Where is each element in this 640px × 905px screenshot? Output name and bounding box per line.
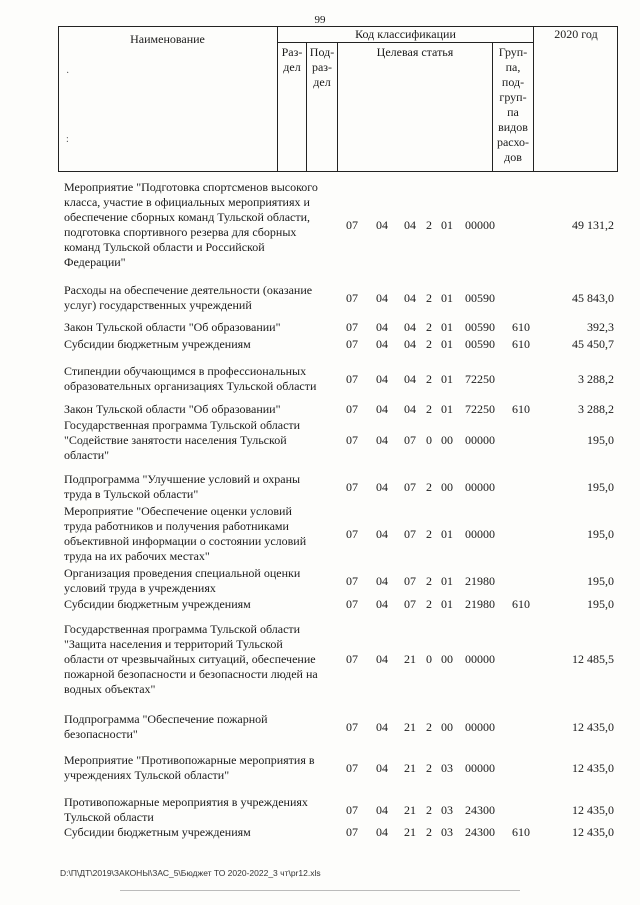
row-name-line: Организация проведения специальной оценки xyxy=(64,566,301,580)
row-name xyxy=(64,364,340,394)
code-target-2: 2 xyxy=(426,291,432,305)
row-name-line: Закон Тульской области "Об образовании" xyxy=(64,402,281,416)
code-target-1: 04 xyxy=(404,337,416,351)
code-target-3: 01 xyxy=(441,320,453,334)
row-name xyxy=(64,795,340,825)
row-name-line: подготовка спортивного резерва для сборных xyxy=(64,225,297,239)
row-amount: 195,0 xyxy=(587,433,614,447)
code-target-3: 01 xyxy=(441,291,453,305)
row-name-line: "Защита населения и территорий Тульской xyxy=(64,637,283,651)
row-name-line: "Содействие занятости населения Тульской xyxy=(64,433,287,447)
code-podrazdel: 04 xyxy=(376,480,388,494)
header-name: Наименование xyxy=(130,32,205,46)
row-name-line: Стипендии обучающимся в профессиональных xyxy=(64,364,307,378)
row-name xyxy=(64,402,340,417)
row-amount: 392,3 xyxy=(587,320,614,334)
header-podrazdel: Под- раз- дел xyxy=(309,45,335,89)
row-amount: 45 843,0 xyxy=(572,291,614,305)
code-target-4: 00590 xyxy=(465,320,495,334)
code-target-4: 72250 xyxy=(465,402,495,416)
page-bottom-line xyxy=(120,890,520,891)
code-target-3: 01 xyxy=(441,597,453,611)
code-target-1: 04 xyxy=(404,402,416,416)
code-podrazdel: 04 xyxy=(376,337,388,351)
code-target-3: 01 xyxy=(441,402,453,416)
code-target-3: 00 xyxy=(441,433,453,447)
row-name-line: объективной информации о состоянии условий xyxy=(64,534,307,548)
code-group: 610 xyxy=(512,320,530,334)
row-name-line: пожарной безопасности и безопасности людей на xyxy=(64,667,318,681)
code-target-2: 2 xyxy=(426,480,432,494)
code-target-2: 2 xyxy=(426,825,432,839)
header-group: Груп- па, под- груп- па видов расхо- дов xyxy=(496,45,530,164)
row-amount: 45 450,7 xyxy=(572,337,614,351)
code-target-3: 00 xyxy=(441,720,453,734)
code-razdel: 07 xyxy=(346,761,358,775)
row-name-line: труда в Тульской области" xyxy=(64,487,199,501)
code-target-3: 01 xyxy=(441,527,453,541)
code-group: 610 xyxy=(512,402,530,416)
row-name-line: учреждениях Тульской области" xyxy=(64,768,230,782)
code-razdel: 07 xyxy=(346,372,358,386)
table-row xyxy=(0,597,640,612)
code-podrazdel: 04 xyxy=(376,291,388,305)
code-target-3: 00 xyxy=(441,652,453,666)
row-amount: 12 435,0 xyxy=(572,720,614,734)
row-amount: 49 131,2 xyxy=(572,218,614,232)
code-target-2: 2 xyxy=(426,720,432,734)
row-name xyxy=(64,283,340,313)
code-target-3: 03 xyxy=(441,803,453,817)
row-name xyxy=(64,712,340,742)
code-razdel: 07 xyxy=(346,402,358,416)
code-target-1: 07 xyxy=(404,480,416,494)
code-razdel: 07 xyxy=(346,652,358,666)
code-podrazdel: 04 xyxy=(376,320,388,334)
code-target-4: 00000 xyxy=(465,527,495,541)
code-target-2: 0 xyxy=(426,652,432,666)
code-target-4: 00000 xyxy=(465,433,495,447)
row-name-line: Государственная программа Тульской области xyxy=(64,418,301,432)
scan-speck: : xyxy=(66,134,69,145)
code-target-3: 03 xyxy=(441,825,453,839)
table-row xyxy=(0,402,640,417)
row-amount: 3 288,2 xyxy=(578,402,614,416)
row-name xyxy=(64,597,340,612)
code-group: 610 xyxy=(512,597,530,611)
code-target-2: 2 xyxy=(426,597,432,611)
code-target-3: 01 xyxy=(441,574,453,588)
table-row xyxy=(0,320,640,335)
code-podrazdel: 04 xyxy=(376,402,388,416)
code-target-1: 21 xyxy=(404,652,416,666)
row-name-line: Субсидии бюджетным учреждениям xyxy=(64,597,251,611)
row-name-line: Тульской области xyxy=(64,810,154,824)
code-podrazdel: 04 xyxy=(376,527,388,541)
row-name-line: Подпрограмма "Обеспечение пожарной xyxy=(64,712,268,726)
code-podrazdel: 04 xyxy=(376,433,388,447)
code-target-2: 2 xyxy=(426,761,432,775)
code-razdel: 07 xyxy=(346,803,358,817)
code-target-1: 04 xyxy=(404,320,416,334)
row-name-line: Субсидии бюджетным учреждениям xyxy=(64,825,251,839)
code-razdel: 07 xyxy=(346,218,358,232)
row-amount: 12 435,0 xyxy=(572,825,614,839)
code-target-2: 2 xyxy=(426,574,432,588)
row-name-line: Закон Тульской области "Об образовании" xyxy=(64,320,281,334)
table-row xyxy=(0,364,640,394)
code-razdel: 07 xyxy=(346,825,358,839)
row-name xyxy=(64,472,340,502)
code-group: 610 xyxy=(512,825,530,839)
header-razdel: Раз- дел xyxy=(281,45,303,74)
code-target-3: 01 xyxy=(441,218,453,232)
row-name-line: Субсидии бюджетным учреждениям xyxy=(64,337,251,351)
code-podrazdel: 04 xyxy=(376,761,388,775)
row-name-line: Федерации" xyxy=(64,255,126,269)
code-razdel: 07 xyxy=(346,480,358,494)
row-name-line: команд Тульской области и Российской xyxy=(64,240,265,254)
code-target-4: 00000 xyxy=(465,652,495,666)
code-target-4: 00000 xyxy=(465,761,495,775)
row-name xyxy=(64,753,340,783)
row-name-line: Противопожарные мероприятия в учреждениях xyxy=(64,795,308,809)
row-name-line: безопасности" xyxy=(64,727,138,741)
code-target-3: 03 xyxy=(441,761,453,775)
row-name-line: условий труда в учреждениях xyxy=(64,581,216,595)
row-name-line: образовательных организациях Тульской области xyxy=(64,379,317,393)
row-name xyxy=(64,337,340,352)
row-name-line: области от чрезвычайных ситуаций, обеспечение xyxy=(64,652,316,666)
table-row xyxy=(0,712,640,742)
table-row xyxy=(0,180,640,270)
code-target-4: 21980 xyxy=(465,574,495,588)
code-target-1: 07 xyxy=(404,527,416,541)
code-podrazdel: 04 xyxy=(376,652,388,666)
row-amount: 12 485,5 xyxy=(572,652,614,666)
row-amount: 195,0 xyxy=(587,574,614,588)
code-target-1: 21 xyxy=(404,803,416,817)
row-name xyxy=(64,825,340,840)
row-name xyxy=(64,320,340,335)
row-name xyxy=(64,566,340,596)
code-target-1: 04 xyxy=(404,218,416,232)
row-amount: 12 435,0 xyxy=(572,803,614,817)
code-razdel: 07 xyxy=(346,320,358,334)
row-name-line: Расходы на обеспечение деятельности (оказание xyxy=(64,283,313,297)
code-target-4: 24300 xyxy=(465,825,495,839)
code-target-2: 2 xyxy=(426,337,432,351)
row-name-line: Мероприятие "Обеспечение оценки условий xyxy=(64,504,292,518)
code-podrazdel: 04 xyxy=(376,720,388,734)
row-amount: 12 435,0 xyxy=(572,761,614,775)
row-name-line: водных объектах" xyxy=(64,682,156,696)
header-year: 2020 год xyxy=(554,27,598,41)
row-name-line: Государственная программа Тульской области xyxy=(64,622,301,636)
code-target-1: 07 xyxy=(404,574,416,588)
code-target-4: 24300 xyxy=(465,803,495,817)
row-name-line: области" xyxy=(64,448,110,462)
code-target-1: 21 xyxy=(404,720,416,734)
page-number: 99 xyxy=(314,14,326,26)
row-name-line: класса, участие в официальных мероприятиях и xyxy=(64,195,310,209)
code-target-1: 21 xyxy=(404,825,416,839)
row-name-line: труда работников и получения работниками xyxy=(64,519,289,533)
code-target-4: 00590 xyxy=(465,291,495,305)
code-target-1: 04 xyxy=(404,372,416,386)
code-target-4: 00000 xyxy=(465,218,495,232)
code-target-4: 00590 xyxy=(465,337,495,351)
code-target-1: 21 xyxy=(404,761,416,775)
table-row xyxy=(0,825,640,840)
code-razdel: 07 xyxy=(346,337,358,351)
scan-speck: · xyxy=(66,68,70,79)
code-target-2: 2 xyxy=(426,372,432,386)
row-amount: 195,0 xyxy=(587,597,614,611)
code-target-2: 2 xyxy=(426,402,432,416)
row-name-line: труда на их рабочих местах" xyxy=(64,549,210,563)
code-target-4: 21980 xyxy=(465,597,495,611)
code-podrazdel: 04 xyxy=(376,597,388,611)
row-name xyxy=(64,504,340,564)
code-razdel: 07 xyxy=(346,574,358,588)
table-row xyxy=(0,795,640,825)
header-code-group: Код классификации xyxy=(355,27,456,41)
code-podrazdel: 04 xyxy=(376,218,388,232)
row-name-line: Мероприятие "Подготовка спортсменов высокого xyxy=(64,180,318,194)
code-target-1: 07 xyxy=(404,433,416,447)
header-target: Целевая статья xyxy=(376,45,454,59)
code-target-3: 00 xyxy=(441,480,453,494)
table-row xyxy=(0,753,640,783)
code-razdel: 07 xyxy=(346,720,358,734)
code-razdel: 07 xyxy=(346,433,358,447)
row-name xyxy=(64,622,340,697)
code-target-2: 2 xyxy=(426,218,432,232)
code-razdel: 07 xyxy=(346,527,358,541)
file-path-footer: D:\П\ДТ\2019\ЗАКОНЫ\ЗАС_5\Бюджет ТО 2020-2022_3 чт\pr12.xls xyxy=(60,868,321,878)
row-name-line: Подпрограмма "Улучшение условий и охраны xyxy=(64,472,301,486)
table-row xyxy=(0,418,640,463)
code-podrazdel: 04 xyxy=(376,825,388,839)
code-podrazdel: 04 xyxy=(376,574,388,588)
row-name xyxy=(64,180,340,270)
code-podrazdel: 04 xyxy=(376,803,388,817)
row-amount: 3 288,2 xyxy=(578,372,614,386)
row-name-line: Мероприятие "Противопожарные мероприятия в xyxy=(64,753,315,767)
code-target-2: 2 xyxy=(426,527,432,541)
row-amount: 195,0 xyxy=(587,527,614,541)
code-target-2: 2 xyxy=(426,803,432,817)
code-target-2: 0 xyxy=(426,433,432,447)
table-row xyxy=(0,566,640,596)
code-target-4: 00000 xyxy=(465,720,495,734)
code-target-1: 04 xyxy=(404,291,416,305)
row-name-line: обеспечение сборных команд Тульской области, xyxy=(64,210,311,224)
table-row xyxy=(0,283,640,313)
code-target-2: 2 xyxy=(426,320,432,334)
code-target-3: 01 xyxy=(441,337,453,351)
code-target-4: 72250 xyxy=(465,372,495,386)
row-name xyxy=(64,418,340,463)
table-row xyxy=(0,472,640,502)
code-podrazdel: 04 xyxy=(376,372,388,386)
code-target-4: 00000 xyxy=(465,480,495,494)
code-razdel: 07 xyxy=(346,291,358,305)
row-name-line: услуг) государственных учреждений xyxy=(64,298,252,312)
code-target-3: 01 xyxy=(441,372,453,386)
code-razdel: 07 xyxy=(346,597,358,611)
row-amount: 195,0 xyxy=(587,480,614,494)
table-row xyxy=(0,504,640,564)
code-target-1: 07 xyxy=(404,597,416,611)
table-row xyxy=(0,337,640,352)
code-group: 610 xyxy=(512,337,530,351)
table-row xyxy=(0,622,640,697)
